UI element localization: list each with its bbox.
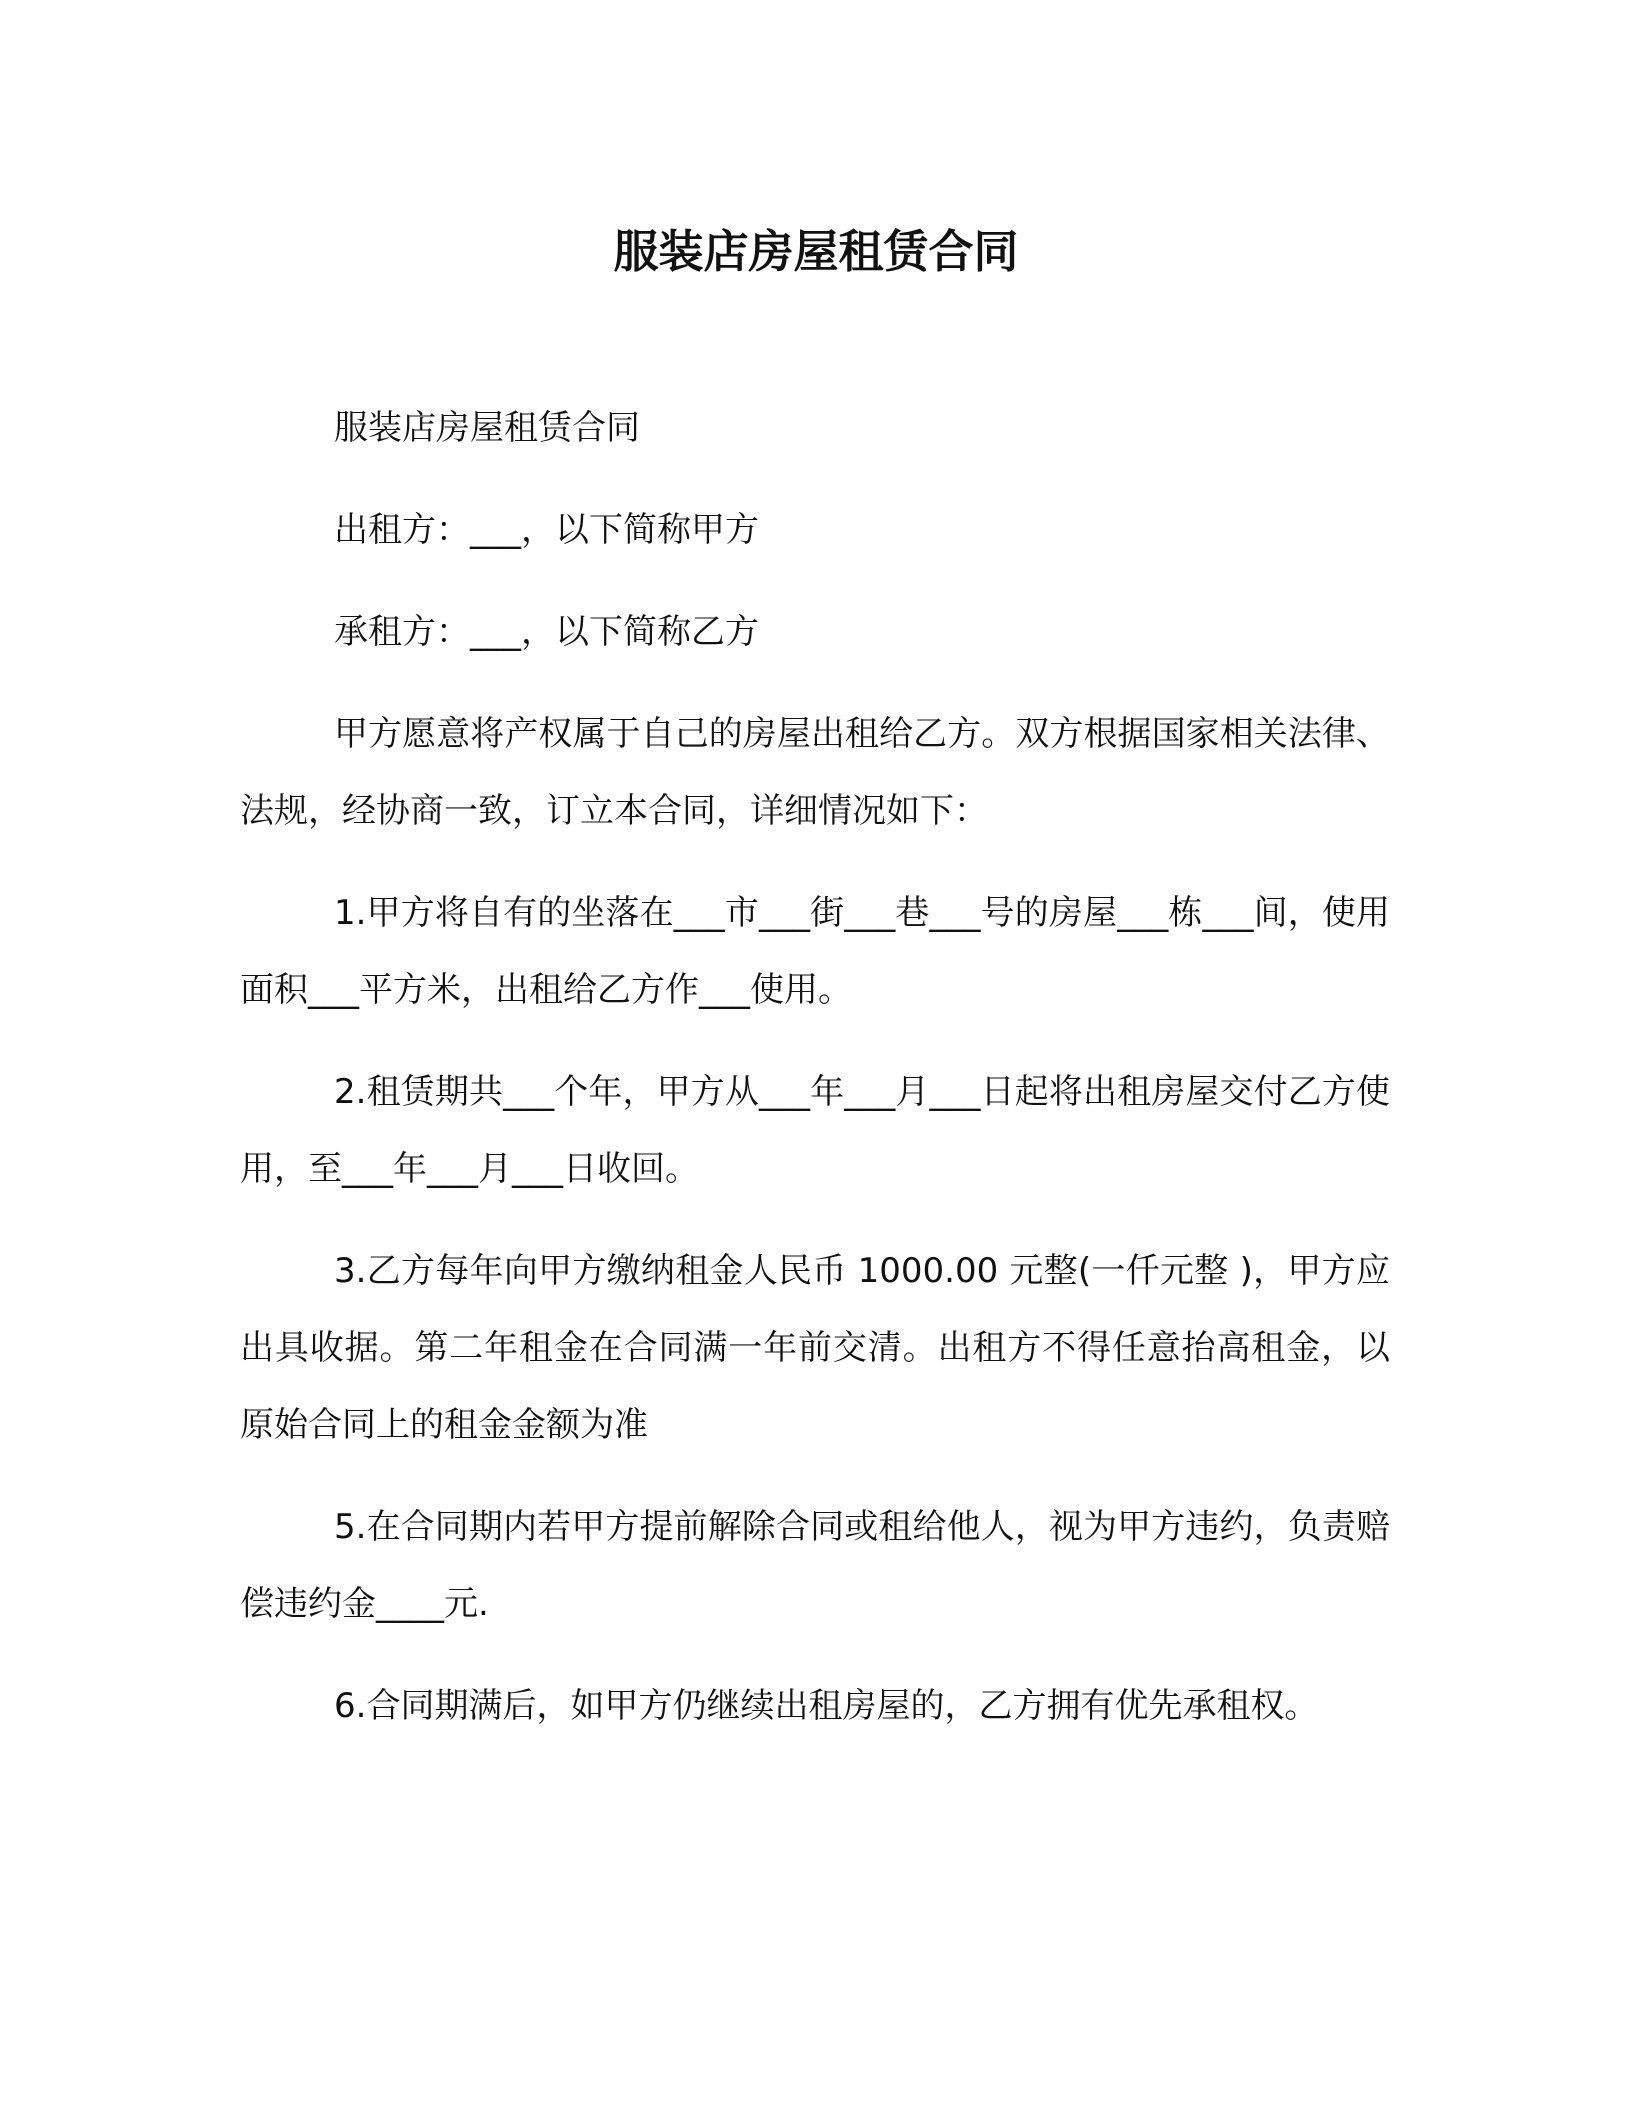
paragraph-clause-6: 6.合同期满后，如甲方仍继续出租房屋的，乙方拥有优先承租权。 bbox=[334, 1686, 1319, 1726]
paragraph-preamble: 甲方愿意将产权属于自己的房屋出租给乙方。双方根据国家相关法律、法规，经协商一致，订立本合同，详细情况如下： bbox=[240, 714, 1390, 831]
document-title: 服装店房屋租赁合同 bbox=[613, 225, 1019, 278]
paragraph-clause-3: 3.乙方每年向甲方缴纳租金人民币 1000.00 元整(一仟元整 )，甲方应出具收据。第二年租金在合同满一年前交清。出租方不得任意抬高租金，以原始合同上的租金金额为准 bbox=[240, 1251, 1390, 1445]
document-body bbox=[240, 390, 1390, 1770]
paragraph-clause-2: 2.租赁期共___个年，甲方从___年___月___日起将出租房屋交付乙方使用，至___年___月___日收回。 bbox=[240, 1072, 1390, 1189]
paragraph-heading: 服装店房屋租赁合同 bbox=[334, 408, 640, 448]
paragraph-clause-5: 5.在合同期内若甲方提前解除合同或租给他人，视为甲方违约，负责赔偿违约金____元. bbox=[240, 1507, 1390, 1624]
paragraph-lessor: 出租方：___，以下简称甲方 bbox=[334, 510, 759, 550]
paragraph-lessee: 承租方：___，以下简称乙方 bbox=[334, 612, 759, 652]
paragraph-clause-1: 1.甲方将自有的坐落在___市___街___巷___号的房屋___栋___间，使用面积___平方米，出租给乙方作___使用。 bbox=[240, 893, 1390, 1010]
